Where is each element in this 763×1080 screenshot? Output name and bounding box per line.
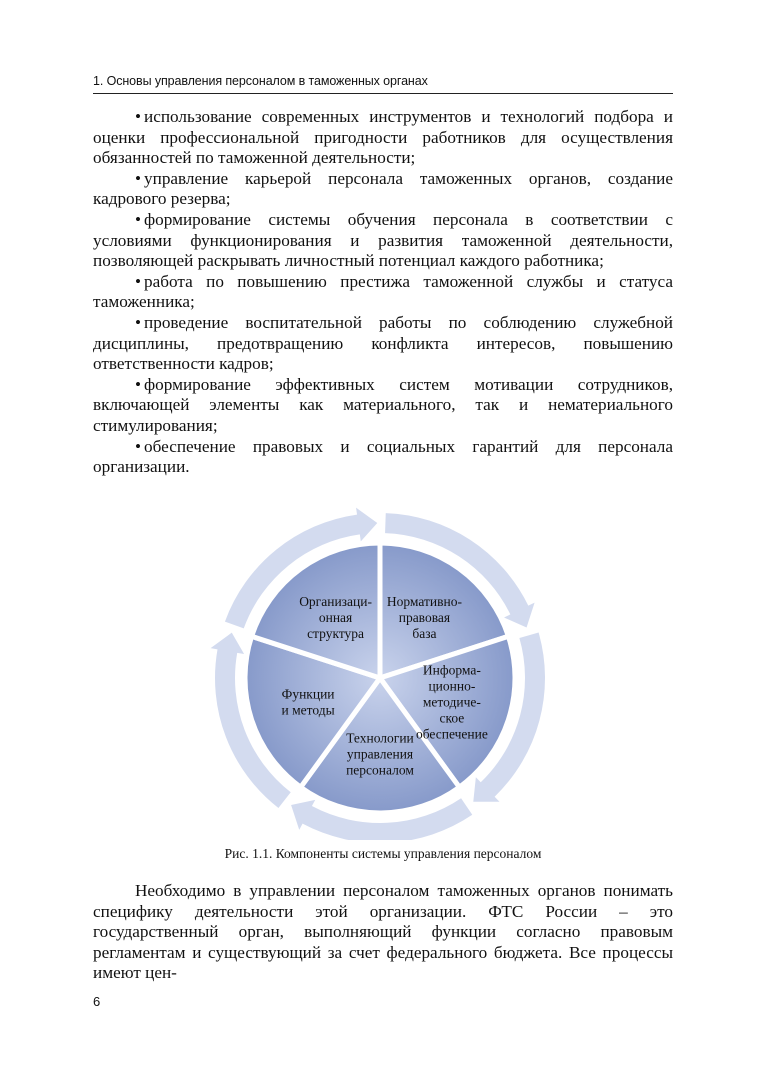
body-paragraph <box>93 881 673 984</box>
bullet-item <box>93 375 673 437</box>
segment-label <box>282 686 335 717</box>
segment-label-line: ционно- <box>428 678 476 694</box>
bullet-icon: • <box>135 436 142 456</box>
bullet-icon: • <box>135 271 142 291</box>
segment-label-line: ское <box>439 710 465 726</box>
paragraph-text: Необходимо в управлении персоналом таможенных органов понимать специфику деятельности этой организации. ФТС России – это государственный орган, выполняющий функции согласно правовым регламентам и существующий за счет федерального бюджета. Все процессы имеют цен- <box>93 881 673 983</box>
segment-label-line: Организаци- <box>299 593 372 609</box>
running-head: 1. Основы управления персоналом в таможенных органах <box>93 74 428 88</box>
segment-label-line: онная <box>318 609 353 625</box>
header-divider <box>93 93 673 94</box>
segment-label-line: управления <box>346 746 414 762</box>
bullet-item <box>93 210 673 272</box>
segment-label-line: Нормативно- <box>386 593 462 609</box>
bullet-icon: • <box>135 209 142 229</box>
bullet-text: обеспечение правовых и социальных гарантий для персонала организации. <box>93 436 673 477</box>
segment-label-line: Информа- <box>422 662 481 678</box>
segment-label-line: методиче- <box>422 694 481 710</box>
segment-label-line: и методы <box>281 702 335 718</box>
bullet-text: проведение воспитательной работы по соблюдению служебной дисциплины, предотвращению конфликта интересов, повышению ответственности кадров; <box>93 312 673 374</box>
bullet-text: управление карьерой персонала таможенных органов, создание кадрового резерва; <box>93 168 673 209</box>
bullet-text: работа по повышению престижа таможенной службы и статуса таможенника; <box>93 271 673 312</box>
bullet-item <box>93 272 673 313</box>
segment-label-line: структура <box>307 625 365 641</box>
bullet-icon: • <box>135 107 142 126</box>
segment-label-line: персоналом <box>346 762 414 778</box>
segment-label <box>346 731 414 778</box>
segment-label-line: Функции <box>281 686 335 702</box>
components-diagram <box>200 500 560 840</box>
bullet-item <box>93 169 673 210</box>
figure-caption: Рис. 1.1. Компоненты системы управления персоналом <box>224 846 542 861</box>
bullet-item <box>93 437 673 478</box>
bullet-icon: • <box>135 374 142 394</box>
bullet-text: формирование эффективных систем мотивации сотрудников, включающей элементы как материального, так и нематериального стимулирования; <box>93 374 673 435</box>
bullet-icon: • <box>135 312 142 332</box>
bullet-item <box>93 107 673 169</box>
segment-label <box>416 662 488 741</box>
segment-label-line: база <box>412 625 437 641</box>
segment-label-line: правовая <box>398 609 451 625</box>
page-number: 6 <box>93 994 101 1009</box>
bullet-icon: • <box>135 168 142 188</box>
bullet-text: формирование системы обучения персонала в соответствии с условиями функционирования и развития таможенной деятельности, позволяющей раскрывать личностный потенциал каждого работника; <box>93 209 673 271</box>
bullet-text: использование современных инструментов и технологий подбора и оценки профессиональной пригодности работников для осуществления обязанностей по таможенной деятельности; <box>93 107 673 168</box>
cycle-diagram-svg <box>200 500 560 840</box>
bullet-list <box>93 107 673 478</box>
segment-label-line: Технологии <box>346 730 414 746</box>
segment-label-line: обеспечение <box>415 726 488 742</box>
bullet-item <box>93 313 673 375</box>
